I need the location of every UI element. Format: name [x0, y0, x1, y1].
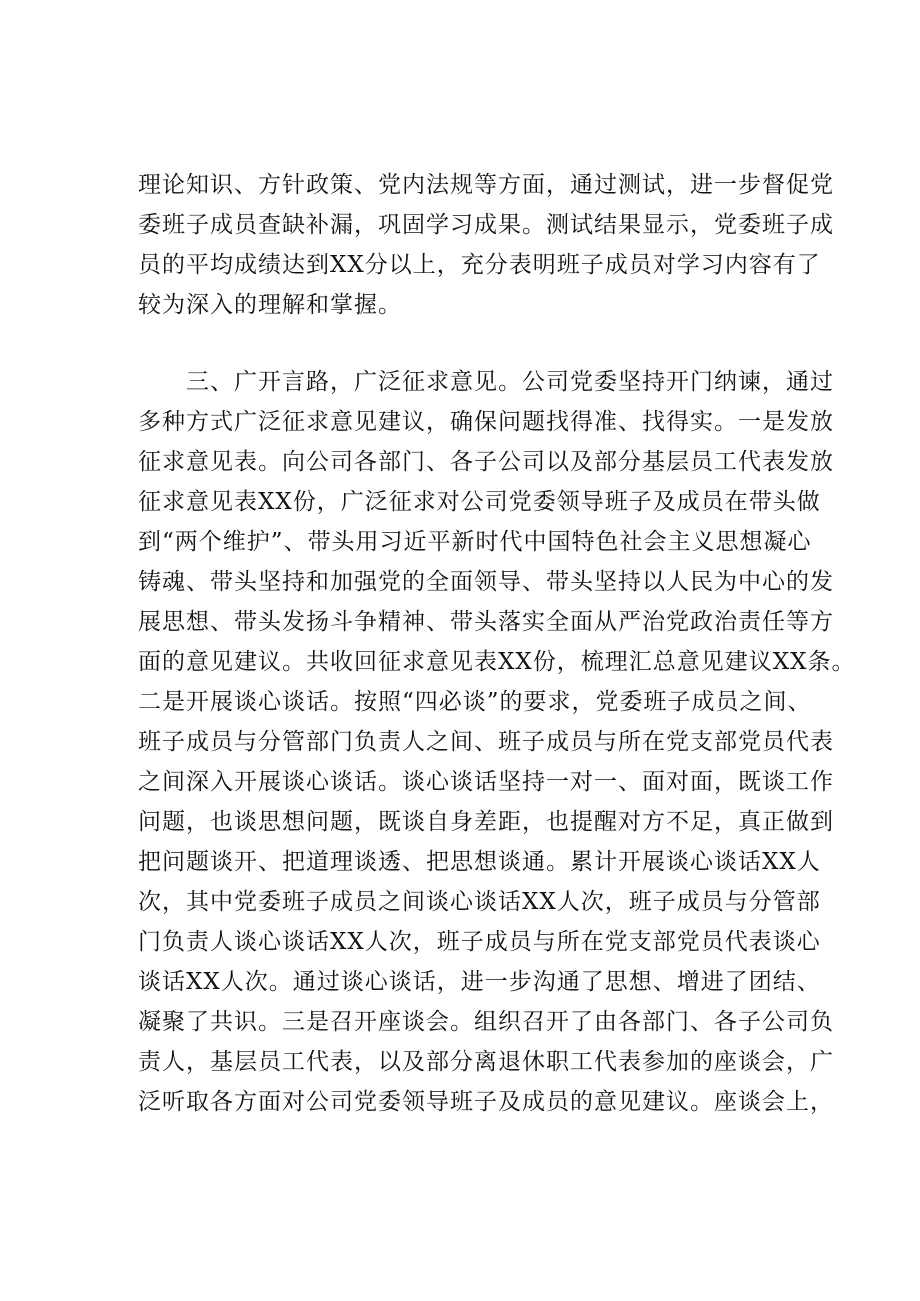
paragraph-2: [138, 362, 856, 1122]
text-line: 泛听取各方面对公司党委领导班子及成员的意见建议。座谈会上，: [138, 1089, 834, 1115]
text-line: 次，其中党委班子成员之间谈心谈话XX人次，班子成员与分管部: [138, 889, 821, 915]
text-line: 征求意见表XX份，广泛征求对公司党委领导班子及成员在带头做: [138, 489, 821, 515]
paragraph-1: [138, 165, 834, 325]
text-line: 多种方式广泛征求意见建议，确保问题找得准、找得实。一是发放: [138, 409, 834, 435]
text-line: 到“两个维护”、带头用习近平新时代中国特色社会主义思想凝心: [138, 529, 812, 555]
text-line: 班子成员与分管部门负责人之间、班子成员与所在党支部党员代表: [138, 729, 834, 755]
text-line: 责人，基层员工代表，以及部分离退休职工代表参加的座谈会，广: [138, 1049, 834, 1075]
text-line: 展思想、带头发扬斗争精神、带头落实全面从严治党政治责任等方: [138, 609, 834, 635]
text-line: 把问题谈开、把道理谈透、把思想谈通。累计开展谈心谈话XX人: [138, 849, 821, 875]
text-line: 铸魂、带头坚持和加强党的全面领导、带头坚持以人民为中心的发: [138, 569, 834, 595]
text-line: 三、广开言路，广泛征求意见。公司党委坚持开门纳谏，通过: [138, 369, 834, 395]
text-line: 凝聚了共识。三是召开座谈会。组织召开了由各部门、各子公司负: [138, 1009, 834, 1035]
text-line: 委班子成员查缺补漏，巩固学习成果。测试结果显示，党委班子成: [138, 212, 834, 238]
text-line: 之间深入开展谈心谈话。谈心谈话坚持一对一、面对面，既谈工作: [138, 769, 834, 795]
text-line: 理论知识、方针政策、党内法规等方面，通过测试，进一步督促党: [138, 172, 834, 198]
text-line: 员的平均成绩达到XX分以上，充分表明班子成员对学习内容有了: [138, 252, 821, 278]
text-line: 征求意见表。向公司各部门、各子公司以及部分基层员工代表发放: [138, 449, 834, 475]
text-line: 问题，也谈思想问题，既谈自身差距，也提醒对方不足，真正做到: [138, 809, 834, 835]
text-line: 较为深入的理解和掌握。: [138, 292, 402, 318]
text-line: 门负责人谈心谈话XX人次，班子成员与所在党支部党员代表谈心: [138, 929, 821, 955]
text-line: 二是开展谈心谈话。按照“四必谈”的要求，党委班子成员之间、: [138, 689, 812, 715]
text-line: 谈话XX人次。通过谈心谈话，进一步沟通了思想、增进了团结、: [138, 969, 821, 995]
text-line: 面的意见建议。共收回征求意见表XX份，梳理汇总意见建议XX条。: [138, 649, 856, 675]
